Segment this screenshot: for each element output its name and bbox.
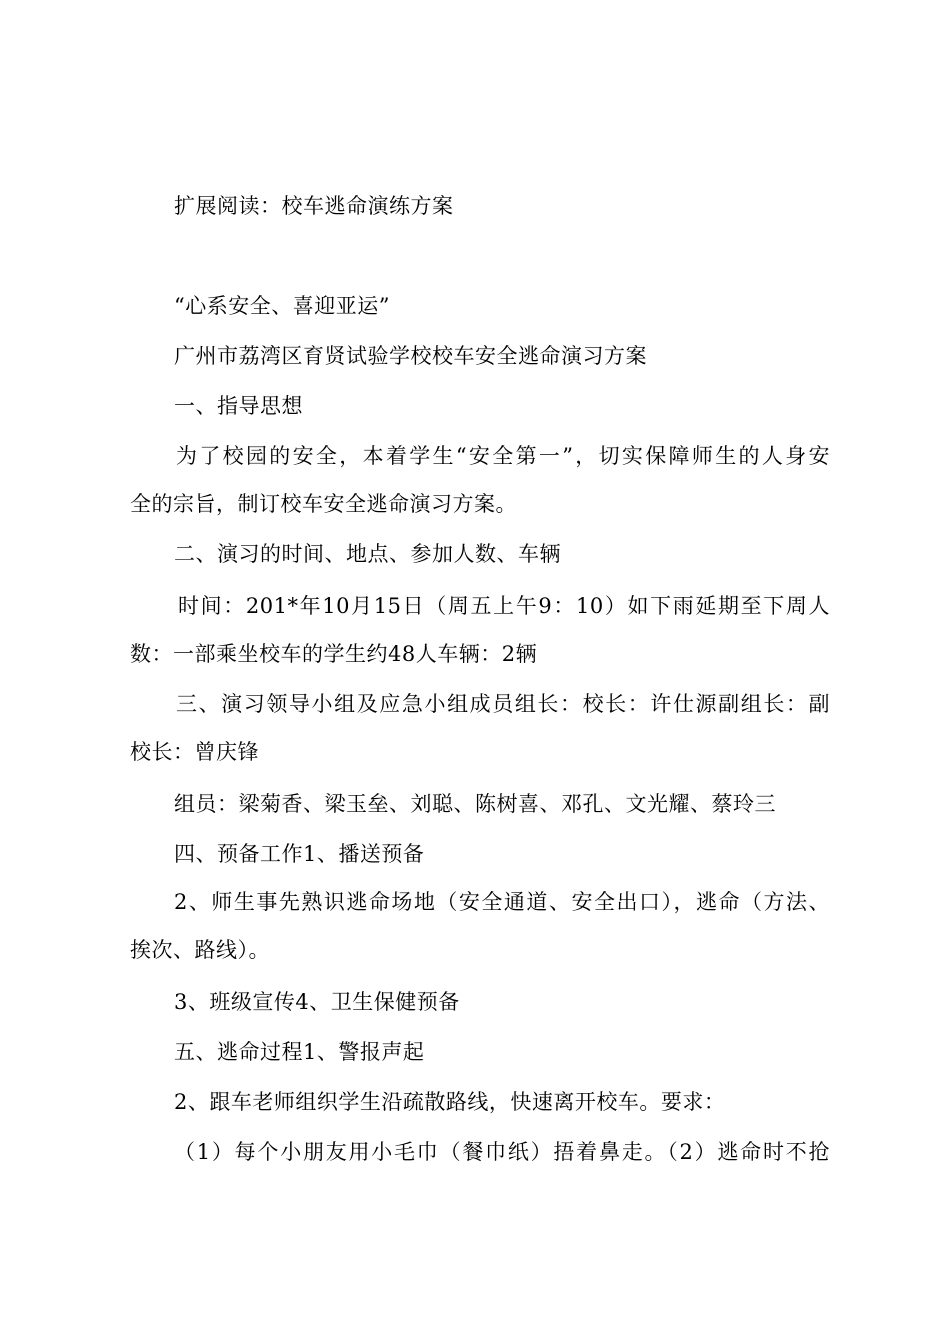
paragraph-line: 3、班级宣传4、卫生保健预备	[174, 990, 460, 1014]
paragraph-line: 2、跟车老师组织学生沿疏散路线，快速离开校车。要求：	[174, 1090, 726, 1114]
slogan: “心系安全、喜迎亚运”	[174, 294, 390, 318]
section-heading-3: 三、演习领导小组及应急小组成员组长：校长：许仕源副组长：副	[176, 692, 830, 716]
paragraph-line: 校长：曾庆锋	[130, 740, 259, 764]
extended-reading-title: 扩展阅读：校车逃命演练方案	[174, 194, 454, 218]
plan-title: 广州市荔湾区育贤试验学校校车安全逃命演习方案	[174, 344, 647, 368]
paragraph-line: 挨次、路线）。	[130, 938, 270, 962]
paragraph-line: 全的宗旨，制订校车安全逃命演习方案。	[130, 492, 517, 516]
section-heading-1: 一、指导思想	[174, 394, 303, 418]
paragraph-line: 数：一部乘坐校车的学生约48人车辆：2辆	[130, 642, 538, 666]
section-heading-4: 四、预备工作1、播送预备	[174, 842, 425, 866]
paragraph-line: 为了校园的安全，本着学生“安全第一”，切实保障师生的人身安	[176, 444, 830, 468]
section-heading-2: 二、演习的时间、地点、参加人数、车辆	[174, 542, 561, 566]
paragraph-line: 时间：201*年10月15日（周五上午9：10）如下雨延期至下周人	[178, 594, 830, 618]
paragraph-line: 组员：梁菊香、梁玉垒、刘聪、陈树喜、邓孔、文光耀、蔡玲三	[174, 792, 776, 816]
paragraph-line: （1）每个小朋友用小毛巾（餐巾纸）捂着鼻走。（2）逃命时不抢	[174, 1140, 830, 1164]
section-heading-5: 五、逃命过程1、警报声起	[174, 1040, 425, 1064]
paragraph-line: 2、师生事先熟识逃命场地（安全通道、安全出口），逃命（方法、	[174, 890, 830, 914]
